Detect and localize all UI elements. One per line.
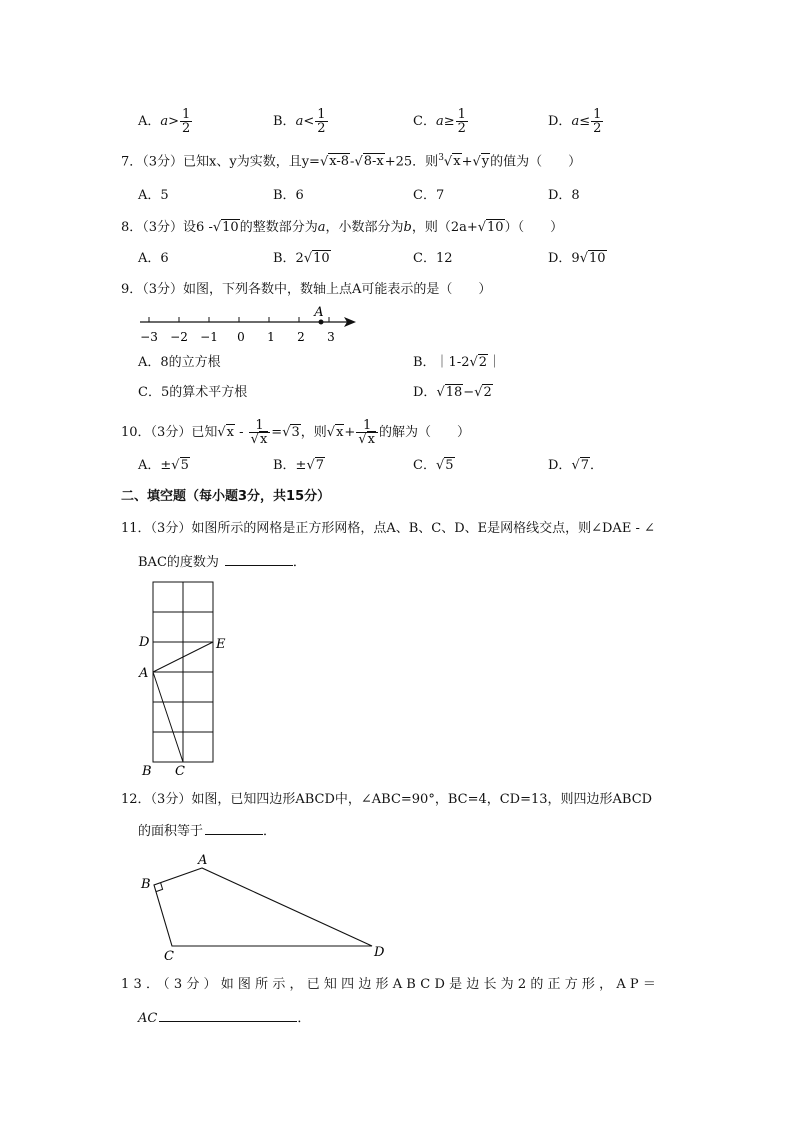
q12-stem-line2: 的面积等于 ． — [138, 824, 277, 839]
q10-option-a: A．±√5 — [138, 458, 189, 473]
q10-option-b: B．±√7 — [273, 458, 325, 473]
quadrilateral-abcd — [154, 868, 372, 946]
q13-stem-line1: 13．（3分）如图所示，已知四边形ABCD是边长为2的正方形，AP＝ — [121, 977, 661, 992]
label-b: B — [142, 764, 152, 779]
q10-option-c: C．√5 — [413, 458, 454, 473]
answer-blank[interactable] — [225, 553, 293, 566]
fraction-one-over-root-x: $\frac{1}{√x}$ — [249, 419, 271, 446]
q6-option-b: B．a< $\frac{1}{2}$ — [273, 107, 326, 136]
tick-label: 2 — [297, 330, 305, 344]
fraction-one-half: $\frac{1}{2}$ — [317, 107, 326, 136]
label-c: C — [175, 764, 185, 779]
q11-stem-line1: 11．（3分）如图所示的网格是正方形网格，点A、B、C、D、E是网格线交点，则∠DAE - ∠ — [121, 521, 655, 536]
tick-label: 3 — [327, 330, 335, 344]
tick-label: −2 — [170, 330, 188, 344]
fraction-one-half: $\frac{1}{2}$ — [457, 107, 466, 136]
q9-option-c: C．5的算术平方根 — [138, 385, 248, 400]
q7-option-d: D．8 — [548, 188, 580, 203]
q6-option-a: A．a> $\frac{1}{2}$ — [138, 107, 191, 136]
q7-option-c: C．7 — [413, 188, 445, 203]
tick-label: −3 — [140, 330, 158, 344]
fraction-one-half: $\frac{1}{2}$ — [593, 107, 602, 136]
segment-ac — [153, 672, 183, 762]
q9-option-b: B．｜1-2√2｜ — [413, 355, 502, 370]
label-a: A — [139, 666, 149, 681]
answer-blank[interactable] — [205, 822, 263, 835]
tick-label: −1 — [200, 330, 218, 344]
section-heading: 二、填空题（每小题3分，共15分） — [121, 489, 331, 504]
label-a: A — [198, 853, 208, 868]
tick-label: 1 — [267, 330, 275, 344]
point-a-dot — [319, 320, 324, 325]
q8-option-c: C．12 — [413, 251, 453, 266]
answer-blank[interactable] — [159, 1009, 297, 1022]
q11-stem-line2: BAC的度数为 ． — [138, 555, 306, 570]
q7-option-b: B．6 — [273, 188, 304, 203]
q8-option-d: D．9√10 — [548, 251, 606, 266]
q6-option-d: D．a≤ $\frac{1}{2}$ — [548, 107, 602, 136]
number-line-figure — [138, 304, 363, 346]
q6-option-c: C．a≥ $\frac{1}{2}$ — [413, 107, 466, 136]
label-b: B — [141, 877, 151, 892]
quadrilateral-figure — [134, 848, 394, 964]
q12-stem-line1: 12．（3分）如图，已知四边形ABCD中，∠ABC=90°，BC=4，CD=13，则四边形ABCD — [121, 792, 653, 807]
q9-option-d: D．√18−√2 — [413, 385, 492, 400]
q7-stem: 7．（3分）已知x、y为实数，且y=√x-8-√8-x+25．则$^3$√x+√y的值为（ ） — [121, 153, 582, 170]
q8-option-b: B．2√10 — [273, 251, 330, 266]
q8-stem: 8．（3分）设6 -√10的整数部分为a，小数部分为b，则（2a+√10）（ ） — [121, 220, 564, 235]
q7-option-a: A．5 — [138, 188, 169, 203]
label-d: D — [139, 635, 150, 650]
q10-option-d: D．√7． — [548, 458, 604, 473]
q10-stem: 10．（3分）已知√x - $\frac{1}{√x}$ =√3，则√x+ $\frac{1}{√x}$ 的解为（ ） — [121, 418, 470, 447]
label-d: D — [374, 945, 385, 960]
label-e: E — [216, 637, 226, 652]
point-a-label: A — [314, 305, 324, 320]
q8-option-a: A．6 — [138, 251, 169, 266]
label-c: C — [164, 949, 174, 964]
q9-option-a: A．8的立方根 — [138, 355, 221, 370]
fraction-one-half: $\frac{1}{2}$ — [182, 107, 191, 136]
grid-figure — [134, 574, 234, 780]
tick-label: 0 — [237, 330, 245, 344]
fraction-one-over-root-x: $\frac{1}{√x}$ — [356, 419, 378, 446]
q9-stem: 9．（3分）如图，下列各数中，数轴上点A可能表示的是（ ） — [121, 282, 492, 297]
q13-stem-line2: AC ． — [138, 1011, 311, 1026]
